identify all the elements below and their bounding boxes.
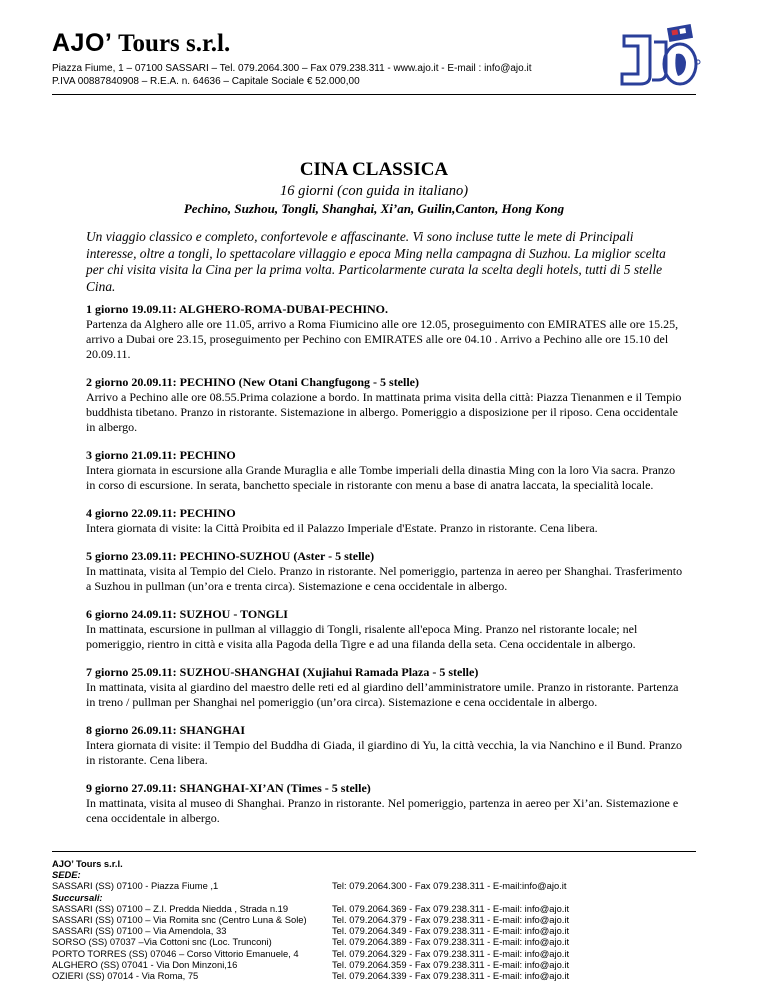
- brand-name: Tours s.r.l.: [118, 30, 231, 57]
- footer-company: AJO’ Tours s.r.l.: [52, 858, 123, 869]
- day-description: Arrivo a Pechino alle ore 08.55.Prima colazione a bordo. In mattinata prima visita della città: Piazza Tienanmen e il Tempio buddhista tibetano. Pranzo in ristorante. Sistemazione in albergo. Pomeriggio a disposizione per il riposo. Cena occidentale in albergo.: [86, 390, 682, 434]
- itinerary-day: [86, 607, 686, 652]
- company-name: [52, 28, 702, 59]
- day-heading: 6 giorno 24.09.11: SUZHOU - TONGLI: [86, 607, 288, 621]
- footer-contact: Tel. 079.2064.379 - Fax 079.238.311 - E-mail: info@ajo.it: [332, 914, 570, 926]
- trip-duration: 16 giorni (con guida in italiano): [279, 183, 469, 199]
- footer-address: ALGHERO (SS) 07041 - Via Don Minzoni,16: [52, 958, 238, 970]
- itinerary-day: [86, 723, 686, 768]
- itinerary-day: [86, 506, 686, 536]
- footer-branch-row: [52, 948, 696, 959]
- ajo-logo-icon: [614, 24, 702, 90]
- day-description: Intera giornata di visite: il Tempio del Buddha di Giada, il giardino di Yu, la città vecchia, la via Nanchino e il Bund. Pranzo in ristorante. Cena libera.: [86, 738, 683, 767]
- footer-contact: Tel: 079.2064.300 - Fax 079.238.311 - E-mail:info@ajo.it: [332, 880, 567, 892]
- footer-contact: Tel. 079.2064.389 - Fax 079.238.311 - E-mail: info@ajo.it: [332, 936, 570, 948]
- day-description: Intera giornata di visite: la Città Proibita ed il Palazzo Imperiale d'Estate. Pranzo in ristorante. Cena libera.: [86, 521, 598, 535]
- header-divider: [52, 94, 696, 95]
- page-title: CINA CLASSICA: [299, 159, 449, 180]
- itinerary-day: [86, 549, 686, 594]
- footer-contact: Tel. 079.2064.349 - Fax 079.238.311 - E-mail: info@ajo.it: [332, 925, 570, 937]
- footer-sede-row: [52, 880, 696, 891]
- footer: [52, 858, 696, 981]
- footer-address: SASSARI (SS) 07100 - Piazza Fiume ,1: [52, 880, 219, 892]
- itinerary: [86, 302, 686, 839]
- footer-contact: Tel. 079.2064.339 - Fax 079.238.311 - E-mail: info@ajo.it: [332, 970, 570, 982]
- footer-contact: Tel. 079.2064.329 - Fax 079.238.311 - E-mail: info@ajo.it: [332, 947, 570, 959]
- footer-address: OZIERI (SS) 07014 - Via Roma, 75: [52, 970, 199, 982]
- footer-contact: Tel. 079.2064.369 - Fax 079.238.311 - E-mail: info@ajo.it: [332, 902, 570, 914]
- day-description: In mattinata, visita al Tempio del Cielo. Pranzo in ristorante. Nel pomeriggio, partenza in aereo per Shanghai. Trasferimento a Suzhou in pullman (un’ora e trenta circa). Sistemazione e cena occidentale in albergo.: [86, 564, 683, 593]
- footer-contact: Tel. 079.2064.359 - Fax 079.238.311 - E-mail: info@ajo.it: [332, 958, 570, 970]
- day-description: Intera giornata in escursione alla Grande Muraglia e alle Tombe imperiali della dinastia Ming con la loro Via sacra. Pranzo in corso di escursione. In serata, banchetto speciale in ristorante con menu a base di anatra laccata, la specialità locale.: [86, 463, 676, 492]
- day-heading: 1 giorno 19.09.11: ALGHERO-ROMA-DUBAI-PECHINO.: [86, 302, 389, 316]
- itinerary-day: [86, 302, 686, 362]
- company-registration: P.IVA 00887840908 – R.E.A. n. 64636 – Capitale Sociale € 52.000,00: [52, 76, 360, 87]
- footer-divider: [52, 851, 696, 852]
- day-description: Partenza da Alghero alle ore 11.05, arrivo a Roma Fiumicino alle ore 12.05, proseguimento con EMIRATES alle ore 15.25, arrivo a Dubai ore 23.15, proseguimento per Pechino con EMIRATES alle ore 04.10 . Arrivo a Pechino alle ore 15.10 del 20.09.11.: [86, 317, 679, 361]
- day-description: In mattinata, visita al museo di Shanghai. Pranzo in ristorante. Nel pomeriggio, partenza in aereo per Xi’an. Sistemazione e cena occidentale in albergo.: [86, 796, 679, 825]
- day-heading: 4 giorno 22.09.11: PECHINO: [86, 506, 236, 520]
- footer-address: SASSARI (SS) 07100 – Via Amendola, 33: [52, 925, 227, 937]
- intro-paragraph: Un viaggio classico e completo, confortevole e affascinante. Vi sono incluse tutte le mete di Principali interesse, oltre a tongli, lo spettacolare villaggio e epoca Ming nella campagna di Suzhou. La miglior scelta per chi visita visita la Cina per la prima volta. Particolarmente curata la scelta degli hotels, tutti di 5 stelle Cina.: [86, 229, 666, 294]
- day-heading: 8 giorno 26.09.11: SHANGHAI: [86, 723, 246, 737]
- day-heading: 9 giorno 27.09.11: SHANGHAI-XI’AN (Times - 5 stelle): [86, 781, 371, 795]
- letterhead: [52, 28, 702, 88]
- footer-sede-label: SEDE:: [52, 869, 81, 881]
- footer-address: SASSARI (SS) 07100 – Z.I. Predda Niedda , Strada n.19: [52, 902, 289, 914]
- itinerary-day: [86, 448, 686, 493]
- footer-branch-row: [52, 936, 696, 947]
- footer-branch-row: [52, 970, 696, 981]
- brand-mark: AJO’: [52, 29, 113, 57]
- day-description: In mattinata, escursione in pullman al villaggio di Tongli, risalente all'epoca Ming. Pranzo nel ristorante locale; nel pomeriggio, rientro in città e visita alla Pagoda della Tigre e ad una filanda della seta. Cena occidentale in albergo.: [86, 622, 638, 651]
- footer-address: PORTO TORRES (SS) 07046 – Corso Vittorio Emanuele, 4: [52, 947, 299, 959]
- footer-branches-label: Succursali:: [52, 891, 103, 903]
- day-heading: 5 giorno 23.09.11: PECHINO-SUZHOU (Aster - 5 stelle): [86, 549, 375, 563]
- itinerary-day: [86, 665, 686, 710]
- day-heading: 3 giorno 21.09.11: PECHINO: [86, 448, 236, 462]
- footer-branch-row: [52, 959, 696, 970]
- footer-branch-row: [52, 903, 696, 914]
- day-description: In mattinata, visita al giardino del maestro delle reti ed al giardino dell’amministratore umile. Pranzo in ristorante. Partenza in treno / pullman per Shanghai nel pomeriggio (un’ora circa). Sistemazione e cena occidentale in albergo.: [86, 680, 679, 709]
- itinerary-day: [86, 375, 686, 435]
- title-block: [52, 158, 696, 218]
- itinerary-day: [86, 781, 686, 826]
- footer-branch-row: [52, 925, 696, 936]
- footer-address: SASSARI (SS) 07100 – Via Romita snc (Centro Luna & Sole): [52, 914, 307, 926]
- day-heading: 2 giorno 20.09.11: PECHINO (New Otani Changfugong - 5 stelle): [86, 375, 419, 389]
- footer-address: SORSO (SS) 07037 –Via Cottoni snc (Loc. Trunconi): [52, 936, 272, 948]
- day-heading: 7 giorno 25.09.11: SUZHOU-SHANGHAI (Xujiahui Ramada Plaza - 5 stelle): [86, 665, 479, 679]
- trip-route: Pechino, Suzhou, Tongli, Shanghai, Xi’an, Guilin,Canton, Hong Kong: [183, 201, 565, 216]
- footer-branch-row: [52, 914, 696, 925]
- company-address: Piazza Fiume, 1 – 07100 SASSARI – Tel. 079.2064.300 – Fax 079.238.311 - www.ajo.it - E-mail : info@ajo.it: [52, 63, 532, 74]
